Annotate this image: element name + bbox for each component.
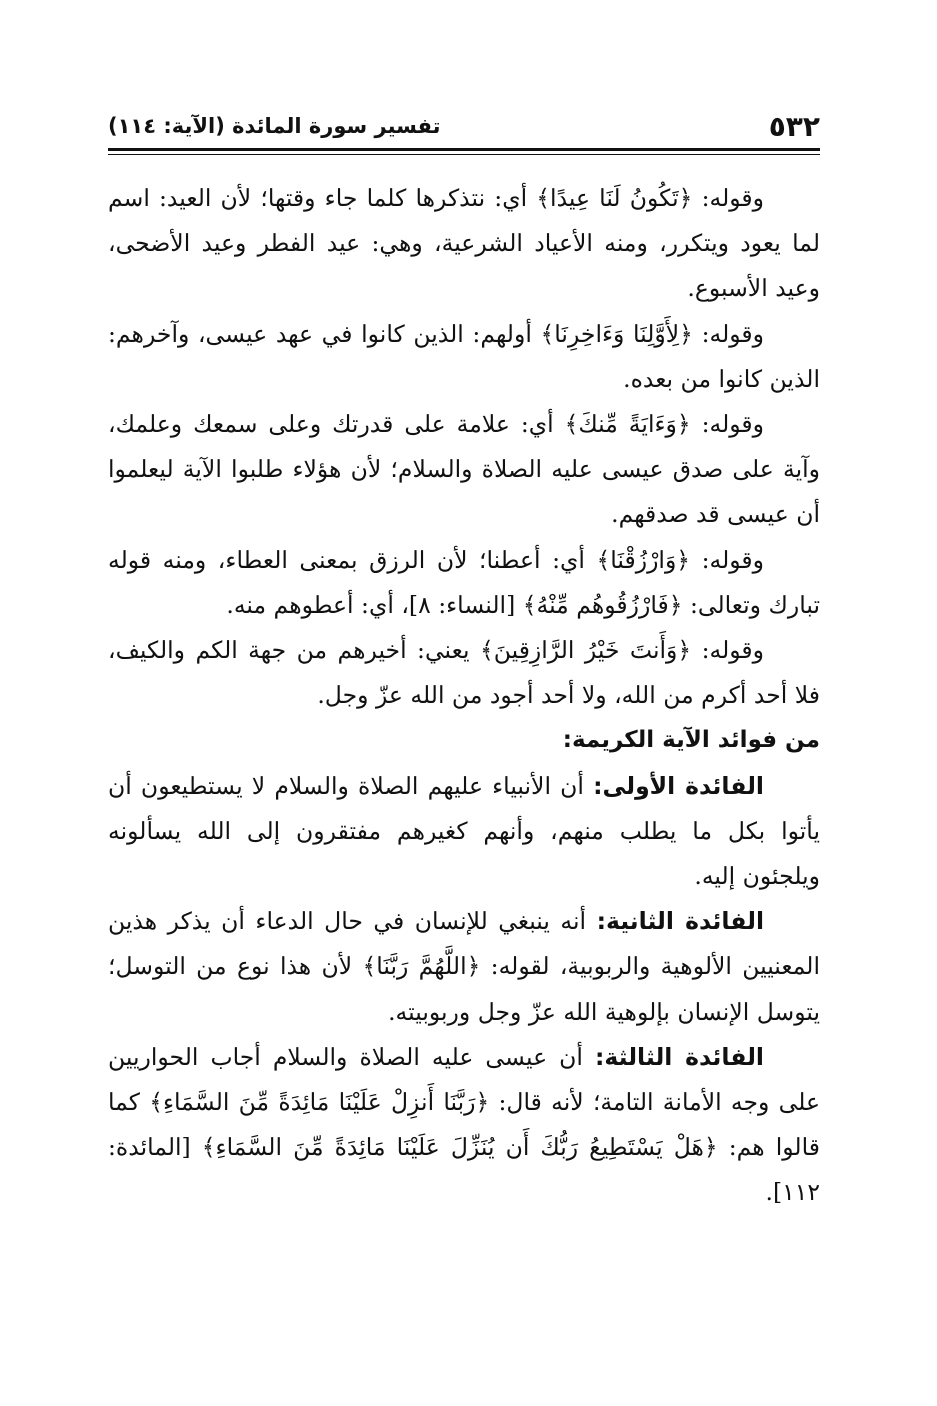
paragraph-best-provider: وقوله: ﴿وَأَنتَ خَيْرُ الرَّازِقِينَ﴾ يعني: أخيرهم من جهة الكم والكيف، فلا أحد أكرم من الله، ولا أحد أجود من الله عزّ وجل.	[108, 636, 820, 710]
body-text	[108, 176, 820, 1216]
header-rule-thin	[108, 154, 820, 155]
benefit-3-label: الفائدة الثالثة:	[594, 1042, 764, 1071]
benefit-3-text: أن عيسى عليه الصلاة والسلام أجاب الحواريين على وجه الأمانة التامة؛ لأنه قال: ﴿رَبَّنَا أَنزِلْ عَلَيْنَا مَائِدَةً مِّنَ السَّمَاءِ﴾ كما قالوا هم: ﴿هَلْ يَسْتَطِيعُ رَبُّكَ أَن يُنَزِّلَ عَلَيْنَا مَائِدَةً مِّنَ السَّمَاءِ﴾ [المائدة: ١١٢].	[108, 1042, 820, 1207]
paragraph-sign: وقوله: ﴿وَءَايَةً مِّنكَ﴾ أي: علامة على قدرتك وعلى سمعك وعلمك، وآية على صدق عيسى عليه الصلاة والسلام؛ لأن هؤلاء طلبوا الآية ليعلموا أن عيسى قد صدقهم.	[108, 410, 820, 529]
page-header	[108, 108, 820, 148]
benefit-2-text: أنه ينبغي للإنسان في حال الدعاء أن يذكر هذين المعنيين الألوهية والربوبية، لقوله: ﴿اللَّهُمَّ رَبَّنَا﴾ لأن هذا نوع من التوسل؛ يتوسل الإنسان بإلوهية الله عزّ وجل وربوبيته.	[108, 907, 820, 1026]
paragraph-provision: وقوله: ﴿وَارْزُقْنَا﴾ أي: أعطنا؛ لأن الرزق بمعنى العطاء، ومنه قوله تبارك وتعالى: ﴿فَارْزُقُوهُم مِّنْهُ﴾ [النساء: ٨]، أي: أعطوهم منه.	[108, 545, 820, 619]
paragraph-benefit-2	[108, 899, 820, 1035]
paragraph-benefit-1	[108, 764, 820, 900]
running-title: تفسير سورة المائدة (الآية: ١١٤)	[108, 114, 441, 138]
benefit-1-text: أن الأنبياء عليهم الصلاة والسلام لا يستطيعون أن يأتوا بكل ما يطلب منهم، وأنهم كغيرهم مفتقرون إلى الله يسألونه ويلجئون إليه.	[108, 771, 820, 891]
benefit-1-label: الفائدة الأولى:	[593, 771, 764, 800]
paragraph-first-last: وقوله: ﴿لِأَوَّلِنَا وَءَاخِرِنَا﴾ أولهم: الذين كانوا في عهد عيسى، وآخرهم: الذين كانوا من بعده.	[108, 319, 820, 393]
header-rule-thick	[108, 148, 820, 151]
page-number: ٥٣٢	[768, 110, 820, 143]
paragraph-benefit-3	[108, 1035, 820, 1216]
section-heading: من فوائد الآية الكريمة:	[562, 727, 820, 754]
paragraph-eid: وقوله: ﴿تَكُونُ لَنَا عِيدًا﴾ أي: نتذكرها كلما جاء وقتها؛ لأن العيد: اسم لما يعود ويتكرر، ومنه الأعياد الشرعية، وهي: عيد الفطر وعيد الأضحى، وعيد الأسبوع.	[108, 184, 820, 303]
benefit-2-label: الفائدة الثانية:	[596, 907, 765, 936]
